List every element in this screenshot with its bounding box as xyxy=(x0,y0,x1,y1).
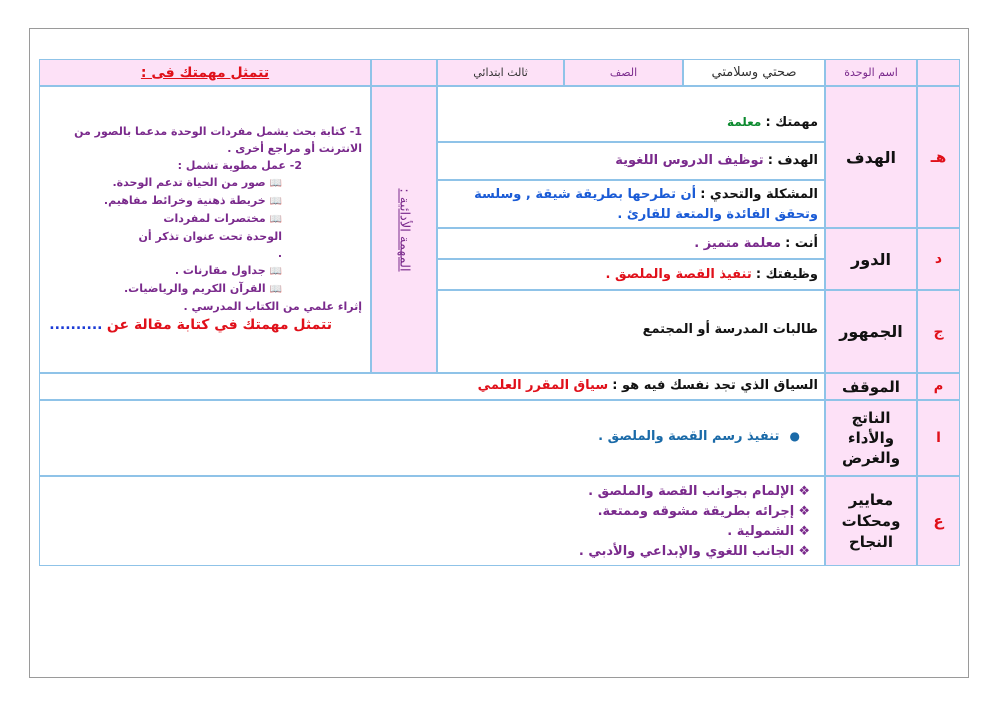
bullet-icon: ● xyxy=(789,429,800,443)
goal-field-label: الهدف : xyxy=(767,153,818,168)
vertical-label-cell xyxy=(371,86,437,373)
book-icon: 📖 xyxy=(269,214,282,225)
situation-field-value: سياق المقرر العلمي xyxy=(477,378,609,393)
criteria-item: ❖ الشمولية . xyxy=(727,524,810,539)
unit-value: صحتي وسلامتي xyxy=(683,59,825,86)
criteria-item: ❖ إجرائه بطريقة مشوقه وممتعة. xyxy=(597,504,810,519)
goal-cell xyxy=(437,142,825,180)
task-subitem: 📖 القرآن الكريم والرياضيات. xyxy=(124,282,282,295)
grade-label: الصف xyxy=(564,59,683,86)
vertical-label: المهمة الأدائية : xyxy=(396,187,412,272)
goal-letter: هـ xyxy=(917,86,960,228)
header-spacer-cell xyxy=(371,59,437,86)
situation-label: الموقف xyxy=(825,373,917,400)
task-title: تتمثل مهمتك فى : xyxy=(140,64,270,81)
task-final xyxy=(46,317,362,334)
task-subitem: 📖 صور من الحياة تدعم الوحدة. xyxy=(112,176,282,189)
product-value: تنفيذ رسم القصة والملصق . xyxy=(598,429,780,444)
problem-label: المشكلة والتحدي : xyxy=(700,187,818,202)
task-title-cell xyxy=(39,59,371,86)
product-label: الناتج والأداء والغرض xyxy=(825,400,917,476)
book-icon: 📖 xyxy=(269,284,282,295)
criteria-item: ❖ الجانب اللغوي والإبداعي والأدبي . xyxy=(578,544,810,559)
audience-cell xyxy=(437,290,825,373)
task-subitem: 📖 مختصرات لمفردات الوحدة تحت عنوان تذكر أن . xyxy=(138,212,282,260)
criteria-item: ❖ الإلمام بجوانب القصة والملصق . xyxy=(588,484,810,499)
product-cell xyxy=(39,400,825,476)
task-enrichment: إثراء علمي من الكتاب المدرسي . xyxy=(183,300,362,313)
job-value: تنفيذ القصة والملصق . xyxy=(605,267,752,282)
role-letter: د xyxy=(917,228,960,290)
job-label: وظيفتك : xyxy=(755,267,818,282)
book-icon: 📖 xyxy=(269,196,282,207)
task-label: مهمتك : xyxy=(765,115,818,130)
criteria-letter: ع xyxy=(917,476,960,566)
diamond-bullet-icon: ❖ xyxy=(798,504,810,519)
task-subitem: 📖 جداول مقارنات . xyxy=(174,264,282,277)
task-item-1: 1- كتابة بحث يشمل مفردات الوحدة مدعما بالصور من الانترنت أو مراجع أخرى . xyxy=(74,125,362,155)
audience-label: الجمهور xyxy=(825,290,917,373)
situation-field-label: السياق الذي تجد نفسك فيه هو : xyxy=(612,378,818,393)
product-letter: ا xyxy=(917,400,960,476)
situation-cell xyxy=(39,373,825,400)
you-value: معلمة متميز . xyxy=(694,236,782,251)
task-subitem: 📖 خريطة ذهنية وخرائط مفاهيم. xyxy=(103,194,282,207)
audience-value: طالبات المدرسة أو المجتمع xyxy=(642,322,818,337)
header-letter-cell xyxy=(917,59,960,86)
book-icon: 📖 xyxy=(269,266,282,277)
grade-value: ثالث ابتدائي xyxy=(437,59,564,86)
problem-value: أن تطرحها بطريقة شيقة , وسلسة وتحقق الفائدة والمتعة للقارئ . xyxy=(474,187,818,222)
criteria-label: معايير ومحكات النجاح xyxy=(825,476,917,566)
task-final-text: تتمثل مهمتك في كتابة مقالة عن xyxy=(106,317,332,333)
diamond-bullet-icon: ❖ xyxy=(798,524,810,539)
problem-cell xyxy=(437,180,825,228)
role-label: الدور xyxy=(825,228,917,290)
goal-field-value: توظيف الدروس اللغوية xyxy=(615,153,764,168)
task-panel xyxy=(39,86,371,373)
task-final-dots: .......... xyxy=(49,317,103,333)
criteria-cell xyxy=(39,476,825,566)
situation-letter: م xyxy=(917,373,960,400)
audience-letter: ج xyxy=(917,290,960,373)
diamond-bullet-icon: ❖ xyxy=(798,484,810,499)
goal-label: الهدف xyxy=(825,86,917,228)
task-value: معلمة xyxy=(726,115,762,129)
book-icon: 📖 xyxy=(269,178,282,189)
job-cell xyxy=(437,259,825,290)
diamond-bullet-icon: ❖ xyxy=(798,544,810,559)
you-label: أنت : xyxy=(785,236,818,251)
task-cell xyxy=(437,86,825,142)
task-item-2: 2- عمل مطوية تشمل : xyxy=(177,159,302,172)
you-cell xyxy=(437,228,825,259)
unit-label: اسم الوحدة xyxy=(825,59,917,86)
